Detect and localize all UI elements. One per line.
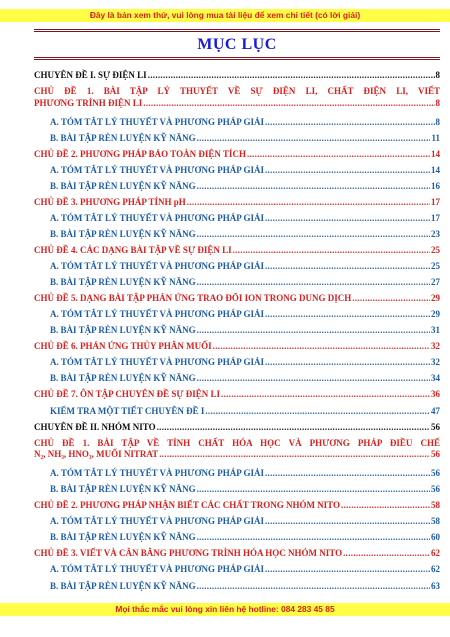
dot-leader <box>265 117 435 127</box>
dot-leader <box>143 98 434 108</box>
toc-topic-entry[interactable] <box>34 197 440 207</box>
hotline-banner: Mọi thắc mắc vui lòng xin liên hệ hotline: 084 283 45 85 <box>0 603 450 616</box>
toc-page-number: 56 <box>431 468 440 479</box>
dot-leader <box>197 181 430 191</box>
toc-entry-label: CHỦ ĐỀ 3. VIẾT VÀ CÂN BẰNG PHƯƠNG TRÌNH HÓA HỌC NHÓM NITO <box>34 548 343 559</box>
toc-entry-label: PHƯƠNG TRÌNH ĐIỆN LI <box>34 97 143 108</box>
dot-leader <box>157 422 430 432</box>
toc-topic-entry[interactable] <box>34 293 440 303</box>
dot-leader <box>197 277 430 287</box>
toc-topic-entry[interactable] <box>34 438 440 460</box>
dot-leader <box>233 245 430 255</box>
toc-page-number: 47 <box>431 405 440 416</box>
toc-topic-entry[interactable] <box>34 245 440 255</box>
dot-leader <box>265 165 430 175</box>
toc-entry-label: CHỦ ĐỀ 2. PHƯƠNG PHÁP NHẬN BIẾT CÁC CHẤT TRONG NHÓM NITO <box>34 500 341 511</box>
toc-entry-label: A. TÓM TẮT LÝ THUYẾT VÀ PHƯƠNG PHÁP GIẢI <box>50 212 264 223</box>
toc-page-number: 14 <box>431 148 440 159</box>
dot-leader <box>159 449 430 459</box>
toc-section-entry[interactable] <box>34 181 440 191</box>
dot-leader <box>343 548 430 558</box>
toc-entry-label: B. BÀI TẬP RÈN LUYỆN KỸ NĂNG <box>50 277 196 288</box>
toc-section-entry[interactable] <box>34 325 440 335</box>
toc-section-entry[interactable] <box>34 117 440 127</box>
toc-entry-label: B. BÀI TẬP RÈN LUYỆN KỸ NĂNG <box>50 373 196 384</box>
toc-entry-label: B. BÀI TẬP RÈN LUYỆN KỸ NĂNG <box>50 325 196 336</box>
toc-page-number: 17 <box>431 196 440 207</box>
toc-topic-entry[interactable] <box>34 86 440 108</box>
toc-entry-label: A. TÓM TẮT LÝ THUYẾT VÀ PHƯƠNG PHÁP GIẢI <box>50 261 264 272</box>
dot-leader <box>265 261 430 271</box>
toc-entry-label: CHỦ ĐỀ 7. ÔN TẬP CHUYÊN ĐỀ SỰ ĐIỆN LI <box>34 389 221 400</box>
toc-section-entry[interactable] <box>34 229 440 239</box>
preview-notice-banner: Đây là bản xem thử, vui lòng mua tài liệu để xem chi tiết (có lời giải) <box>0 9 450 22</box>
toc-page-number: 32 <box>431 341 440 352</box>
toc-entry-label: A. TÓM TẮT LÝ THUYẾT VÀ PHƯƠNG PHÁP GIẢI <box>50 357 264 368</box>
dot-leader <box>197 484 430 494</box>
toc-entry-label: B. BÀI TẬP RÈN LUYỆN KỸ NĂNG <box>50 532 196 543</box>
dot-leader <box>265 468 430 478</box>
toc-section-entry[interactable] <box>34 581 440 591</box>
toc-topic-entry[interactable] <box>34 149 440 159</box>
toc-page-number: 27 <box>431 277 440 288</box>
toc-entry-label: B. BÀI TẬP RÈN LUYỆN KỸ NĂNG <box>50 484 196 495</box>
toc-section-entry[interactable] <box>34 373 440 383</box>
dot-leader <box>205 406 430 416</box>
toc-entry-label: A. TÓM TẮT LÝ THUYẾT VÀ PHƯƠNG PHÁP GIẢI <box>50 468 264 479</box>
dot-leader <box>247 149 430 159</box>
dot-leader <box>197 373 430 383</box>
toc-entry-label: A. TÓM TẮT LÝ THUYẾT VÀ PHƯƠNG PHÁP GIẢI <box>50 116 264 127</box>
toc-section-entry[interactable] <box>34 213 440 223</box>
toc-topic-entry[interactable] <box>34 389 440 399</box>
toc-entry-label: CHUYÊN ĐỀ II. NHÓM NITO <box>34 421 156 432</box>
dot-leader <box>265 213 430 223</box>
toc-part-entry[interactable] <box>34 70 440 80</box>
toc-entry-label: KIỂM TRA MỘT TIẾT CHUYÊN ĐỀ I <box>50 405 205 416</box>
toc-page-number: 62 <box>431 564 440 575</box>
toc-page-number: 11 <box>431 132 440 143</box>
dot-leader <box>265 516 430 526</box>
toc-entry-label: B. BÀI TẬP RÈN LUYỆN KỸ NĂNG <box>50 180 196 191</box>
toc-entry-label: A. TÓM TẮT LÝ THUYẾT VÀ PHƯƠNG PHÁP GIẢI <box>50 564 264 575</box>
dot-leader <box>352 293 430 303</box>
dot-leader <box>265 564 430 574</box>
toc-entry-label: CHỦ ĐỀ 4. CÁC DẠNG BÀI TẬP VỀ SỰ ĐIỆN LI <box>34 245 232 255</box>
toc-entry-label: CHỦ ĐỀ 5. DẠNG BÀI TẬP PHẢN ỨNG TRAO ĐỔI ION TRONG DUNG DỊCH <box>34 293 352 304</box>
toc-page-number: 62 <box>431 548 440 559</box>
toc-entry-label-line1: CHỦ ĐỀ 1. BÀI TẬP LÝ THUYẾT VỀ SỰ ĐIỆN LI, CHẤT ĐIỆN LI, VIẾT <box>34 86 440 97</box>
toc-section-entry[interactable] <box>34 564 440 574</box>
toc-section-entry[interactable] <box>34 133 440 143</box>
toc-page-number: 17 <box>431 212 440 223</box>
toc-section-entry[interactable] <box>34 309 440 319</box>
dot-leader <box>341 500 430 510</box>
dot-leader <box>197 133 431 143</box>
toc-page-number: 25 <box>431 261 440 272</box>
toc-section-entry[interactable] <box>34 165 440 175</box>
toc-page-number: 58 <box>431 516 440 527</box>
toc-entry-label: A. TÓM TẮT LÝ THUYẾT VÀ PHƯƠNG PHÁP GIẢI <box>50 516 264 527</box>
toc-section-entry[interactable] <box>34 261 440 271</box>
toc-page-number: 23 <box>431 228 440 239</box>
toc-entry-label: CHỦ ĐỀ 3. PHƯƠNG PHÁP TÍNH pH <box>34 196 186 207</box>
dot-leader <box>213 341 430 351</box>
toc-page-number: 14 <box>431 164 440 175</box>
toc-page-number: 8 <box>435 97 440 108</box>
toc-section-entry[interactable] <box>34 357 440 367</box>
dot-leader <box>187 197 430 207</box>
toc-page-number: 60 <box>431 532 440 543</box>
toc-page-number: 8 <box>435 116 440 127</box>
toc-page-number: 32 <box>431 357 440 368</box>
toc-page-number: 56 <box>431 421 440 432</box>
toc-entry-label: B. BÀI TẬP RÈN LUYỆN KỸ NĂNG <box>50 228 196 239</box>
toc-topic-entry[interactable] <box>34 500 440 510</box>
toc-entry-label: CHỦ ĐỀ 2. PHƯƠNG PHÁP BẢO TOÀN ĐIỆN TÍCH <box>34 148 246 159</box>
toc-topic-entry[interactable] <box>34 548 440 558</box>
page-title: MỤC LỤC <box>197 36 277 53</box>
toc-page-number: 34 <box>431 373 440 384</box>
dot-leader <box>265 357 430 367</box>
dot-leader <box>265 309 430 319</box>
toc-section-entry[interactable] <box>34 484 440 494</box>
toc-page-number: 36 <box>431 389 440 400</box>
dot-leader <box>197 325 430 335</box>
dot-leader <box>197 532 430 542</box>
toc-page-number: 29 <box>431 293 440 304</box>
toc-topic-entry[interactable] <box>34 341 440 351</box>
toc-section-entry[interactable] <box>34 406 440 416</box>
dot-leader <box>197 581 430 591</box>
toc-page-number: 25 <box>431 245 440 255</box>
toc-section-entry[interactable] <box>34 468 440 478</box>
toc-entry-label: B. BÀI TẬP RÈN LUYỆN KỸ NĂNG <box>50 132 196 143</box>
toc-page-number: 56 <box>431 449 440 460</box>
toc-page-number: 8 <box>435 70 440 80</box>
toc-entry-label: CHỦ ĐỀ 6. PHẢN ỨNG THỦY PHÂN MUỐI <box>34 341 212 352</box>
toc-page-number: 31 <box>431 325 440 336</box>
toc-page-number: 56 <box>431 484 440 495</box>
toc-entry-label: N₂, NH₃, HNO₃, MUỐI NITRAT <box>34 449 159 460</box>
toc-part-entry[interactable] <box>34 422 440 432</box>
toc-section-entry[interactable] <box>34 277 440 287</box>
title-box <box>34 29 440 60</box>
toc-section-entry[interactable] <box>34 516 440 526</box>
toc-entry-label: A. TÓM TẮT LÝ THUYẾT VÀ PHƯƠNG PHÁP GIẢI <box>50 164 264 175</box>
toc-entry-label: A. TÓM TẮT LÝ THUYẾT VÀ PHƯƠNG PHÁP GIẢI <box>50 309 264 320</box>
toc-section-entry[interactable] <box>34 532 440 542</box>
dot-leader <box>148 70 435 80</box>
toc-page-number: 63 <box>431 580 440 591</box>
toc-page-number: 58 <box>431 500 440 511</box>
toc-entry-label: B. BÀI TẬP RÈN LUYỆN KỸ NĂNG <box>50 580 196 591</box>
toc-page-number: 16 <box>431 180 440 191</box>
toc-page-number: 29 <box>431 309 440 320</box>
dot-leader <box>221 389 430 399</box>
toc-entry-label-line1: CHỦ ĐỀ 1. BÀI TẬP VỀ TÍNH CHẤT HÓA HỌC VÀ PHƯƠNG PHÁP ĐIỀU CHẾ <box>34 437 440 448</box>
toc-entry-label: CHUYÊN ĐỀ I. SỰ ĐIỆN LI <box>34 70 147 80</box>
dot-leader <box>197 229 430 239</box>
